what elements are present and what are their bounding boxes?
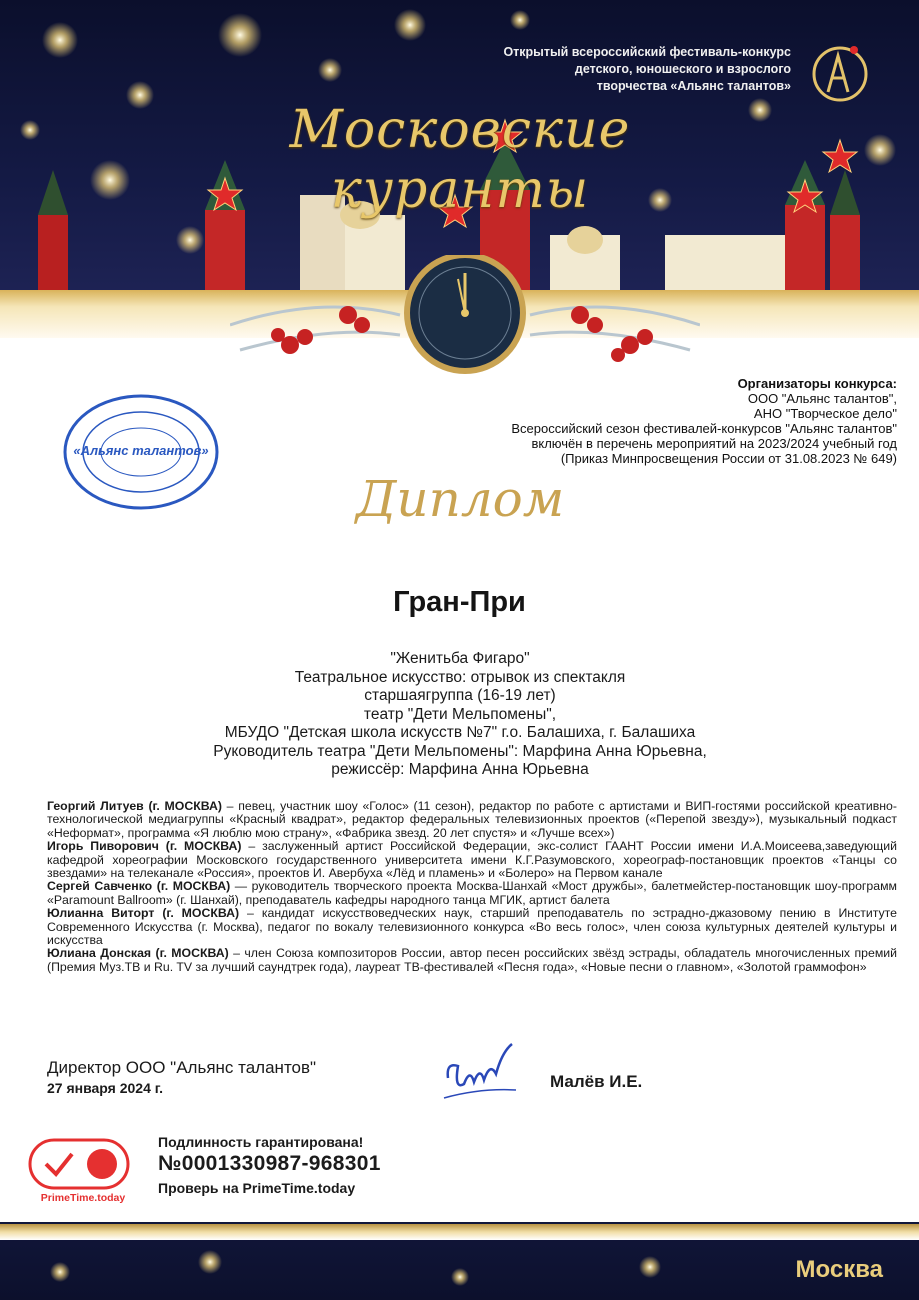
clock-icon	[230, 255, 700, 385]
signature-icon	[440, 1038, 520, 1106]
stamp	[62, 393, 220, 511]
jury-bio: – кандидат искусствоведческих наук, старший преподаватель по эстрадно-джазовому пению в Институте Современного Искусства (г. Москва), педагог по вокалу телевизионного конкурса «Во весь голос», член союза культурных деятелей культуры и искусства	[47, 906, 898, 948]
festival-logo	[808, 40, 872, 104]
jury-name: Юлианна Виторт (г. МОСКВА)	[47, 906, 240, 921]
detail-line: театр "Дети Мельпомены",	[363, 705, 557, 723]
jury-bio: – заслуженный артист Российской Федерации, экс-солист ГААНТ России имени И.А.Моисеева,заведующий кафедрой хореографии Московского государственного университета имени К.Г.Разумовского, хореограф-постановщик проектов «Танцы со звездами» на телеканале «Россия», проектов И. Авербуха «Лёд и пламень» и «Болеро» на Первом канале	[47, 839, 897, 881]
festival-caption	[371, 44, 791, 95]
organizers-heading: Организаторы конкурса:	[737, 376, 897, 391]
jury-bio: — руководитель творческого проекта Москва-Шанхай «Мост дружбы», балетмейстер-постановщик шоу-программ «Paramount Ballroom» (г. Шанхай), преподаватель кафедры народного танца МГИК, артист балета	[47, 879, 897, 907]
jury-member	[47, 907, 897, 947]
signature-scribble	[440, 1038, 520, 1106]
detail-line: старшаягруппа (16-19 лет)	[364, 687, 556, 704]
jury-bio: – певец, участник шоу «Голос» (11 сезон), редактор по работе с артистами и ВИП-гостями российской креативно-технологической медиагруппы «Красный квадрат», редактор федеральных телевизионных проектов («Перепой звезду»), музыкальный подкаст «Неформат», программа «Я люблю мою страну», «Фабрика звезд. 20 лет спустя» и «Лучше всех»)	[47, 799, 897, 840]
organizers-block	[377, 376, 897, 466]
jury-name: Георгий Литуев (г. МОСКВА)	[47, 799, 222, 813]
signer-name: Малёв И.Е.	[550, 1072, 643, 1091]
primetime-logo	[28, 1138, 130, 1190]
festival-line-2: детского, юношеского и взрослого	[574, 62, 791, 76]
certificate-number: №0001330987-968301	[158, 1152, 381, 1175]
verify-link[interactable]: Проверь на PrimeTime.today	[158, 1180, 356, 1196]
jury-member	[47, 840, 897, 880]
organizers-line-5: (Приказ Минпросвещения России от 31.08.2023 № 649)	[560, 451, 897, 466]
festival-line-3: творчества «Альянс талантов»	[596, 79, 791, 93]
detail-line: "Женитьба Фигаро"	[390, 650, 530, 667]
jury-name: Сергей Савченко (г. МОСКВА)	[47, 879, 231, 894]
jury-name: Игорь Пиворович (г. МОСКВА)	[47, 839, 242, 854]
jury-list	[47, 800, 897, 974]
detail-line: режиссёр: Марфина Анна Юрьевна	[331, 761, 589, 778]
detail-line: Руководитель театра "Дети Мельпомены": Марфина Анна Юрьевна,	[213, 742, 707, 760]
footer-gold-band	[0, 1224, 919, 1240]
primetime-logo-icon	[28, 1138, 130, 1190]
award-title: Гран-При	[393, 586, 526, 618]
organizers-line-1: ООО "Альянс талантов",	[747, 391, 897, 406]
festival-logo-icon	[808, 40, 872, 104]
director-title: Директор ООО "Альянс талантов"	[47, 1058, 317, 1077]
issue-date: 27 января 2024 г.	[47, 1080, 164, 1096]
jury-name: Юлиана Донская (г. МОСКВА)	[47, 946, 229, 961]
primetime-logo-label: PrimeTime.today	[40, 1192, 126, 1204]
jury-member	[47, 880, 897, 907]
city-label: Москва	[795, 1256, 883, 1283]
jury-member	[47, 947, 897, 974]
diploma-title: Диплом	[355, 470, 565, 528]
jury-member	[47, 800, 897, 840]
stamp-name: «Альянс талантов»	[73, 443, 209, 458]
organizers-line-4: включён в перечень мероприятий на 2023/2024 учебный год	[531, 436, 897, 451]
detail-line: МБУДО "Детская школа искусств №7" г.о. Балашиха, г. Балашиха	[224, 724, 696, 741]
festival-title: Московские куранты	[289, 100, 631, 220]
jury-bio: – член Союза композиторов России, автор песен российских звёзд эстрады, обладатель многочисленных премий (Премия Муз.ТВ и Ru. TV за лучший саундтрек года), лауреат ТВ-фестивалей «Песня года», «Новые песни о главном», «Золотой граммофон»	[47, 946, 898, 974]
festival-line-1: Открытый всероссийский фестиваль-конкурс	[503, 45, 791, 59]
authenticity-heading: Подлинность гарантирована!	[158, 1134, 364, 1150]
detail-line: Театральное искусство: отрывок из спектакля	[294, 668, 626, 686]
clock-decoration	[230, 255, 700, 385]
organizers-line-2: АНО "Творческое дело"	[753, 406, 897, 421]
nomination-details	[60, 650, 860, 780]
organizers-line-3: Всероссийский сезон фестивалей-конкурсов "Альянс талантов"	[511, 421, 897, 436]
